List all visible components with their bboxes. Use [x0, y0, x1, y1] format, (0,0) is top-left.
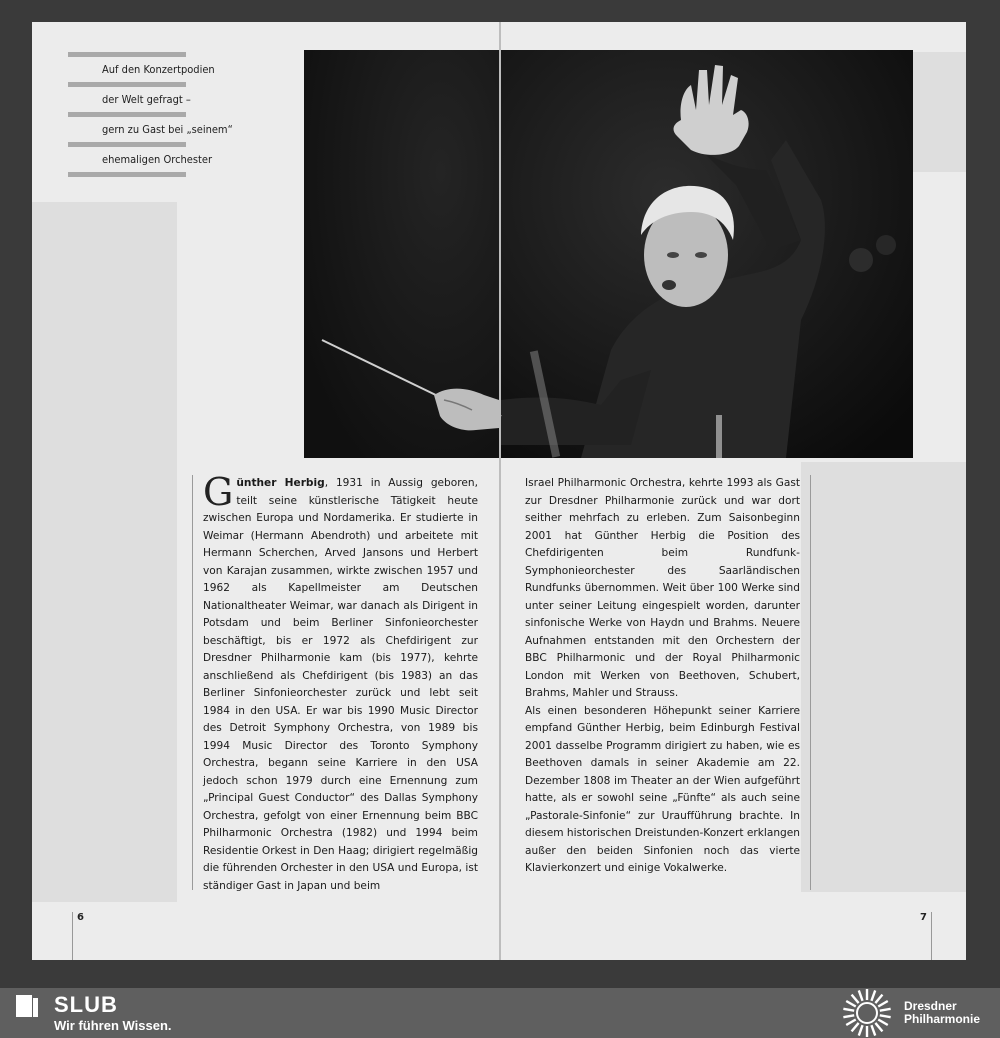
- conductor-photo-left-half: [304, 50, 499, 458]
- page-number-left: 6: [72, 912, 84, 960]
- caption-line: ehemaligen Orchester: [102, 153, 213, 166]
- book-icon: [14, 993, 40, 1019]
- left-page: [32, 22, 501, 960]
- partner-name-line2: Philharmonie: [904, 1012, 981, 1026]
- lead-name: ünther Herbig: [236, 477, 325, 489]
- conductor-photo-right-half: [501, 50, 913, 458]
- sunburst-logo: [840, 988, 894, 1038]
- photo-left-drawing: [304, 50, 499, 458]
- ghost-bleed: [801, 462, 966, 892]
- brochure-spread: [32, 22, 966, 960]
- sidebar-caption: [68, 52, 258, 177]
- slub-brand: SLUB: [54, 992, 118, 1017]
- drop-cap: G: [203, 470, 234, 514]
- right-page: [501, 22, 966, 960]
- caption-line: der Welt gefragt –: [102, 93, 191, 106]
- article-column-left: [192, 470, 478, 892]
- article-column-right: [525, 475, 811, 890]
- caption-line: Auf den Konzertpodien: [102, 63, 215, 76]
- photo-right-drawing: [501, 50, 913, 458]
- partner-name-line1: Dresdner: [904, 999, 957, 1013]
- page-number-right: 7: [920, 912, 932, 960]
- partner-name: [904, 1000, 980, 1026]
- footer-bar: [0, 988, 1000, 1038]
- caption-line: gern zu Gast bei „seinem“: [102, 123, 233, 136]
- slub-tagline: Wir führen Wissen.: [54, 1018, 172, 1033]
- article-text-right-1: Israel Philharmonic Orchestra, kehrte 1993 als Gast zur Dresdner Philharmonie zurück und war dort seither mehrfach zu erleben. Zum Saisonbeginn 2001 hat Günther Herbig die Position des Chefdirigenten beim Rundfunk-Symphonieorchester des Saarländischen Rundfunks übernommen. Weit über 100 Werke sind unter seiner Leitung eingespielt worden, darunter sinfonische Werke von Haydn und Brahms. Neuere Aufnahmen entstanden mit den Orchestern der BBC Philharmonic und der Royal Philharmonic London mit Werken von Beethoven, Schubert, Brahms, Mahler und Strauss.: [525, 477, 800, 699]
- article-text-left: , 1931 in Aussig geboren, teilt seine künstlerische Tätigkeit heute zwischen Europa und Nordamerika. Er studierte in Weimar (Hermann Abendroth) und arbeitete mit Hermann Scherchen, Arved Jansons und Herbert von Karajan zusammen, wirkte zwischen 1957 und 1962 als Kapellmeister am Deutschen Nationaltheater Weimar, war danach als Dirigent in Potsdam und beim Berliner Sinfonieorchester beschäftigt, bis er 1972 als Chefdirigent zur Dresdner Philharmonie kam (bis 1977), kehrte anschließend als Chefdirigent (bis 1983) an das Berliner Sinfonieorchester zurück und lebt seit 1984 in den USA. Er war bis 1990 Music Director des Detroit Symphony Orchestra, von 1989 bis 1994 Music Director des Toronto Symphony Orchestra, begann seine Karriere in den USA jedoch schon 1979 durch eine Ernennung zum „Principal Guest Conductor“ des Dallas Symphony Orchestra, gefolgt von einer Ernennung beim BBC Philharmonic Orchestra (1982) und 1994 beim Residentie Orkest in Den Haag; dirigiert regelmäßig die führenden Orchester in den USA und Europa, ist ständiger Gast in Japan und beim: [203, 477, 478, 892]
- ghost-bleed: [32, 202, 177, 902]
- article-text-right-2: Als einen besonderen Höhepunkt seiner Karriere empfand Günther Herbig, beim Edinburgh Festival 2001 dasselbe Programm dirigiert zu haben, wie es Beethoven damals in seiner Akademie am 22. Dezember 1808 im Theater an der Wien aufgeführt hatte, als er sowohl seine „Fünfte“ als auch seine „Pastorale-Sinfonie“ zur Uraufführung brachte. In diesem historischen Dreistunden-Konzert erklangen außer den beiden Sinfonien noch das vierte Klavierkonzert und einige Vokalwerke.: [525, 704, 800, 874]
- caption-rule: [68, 172, 186, 177]
- ghost-bleed: [913, 52, 966, 172]
